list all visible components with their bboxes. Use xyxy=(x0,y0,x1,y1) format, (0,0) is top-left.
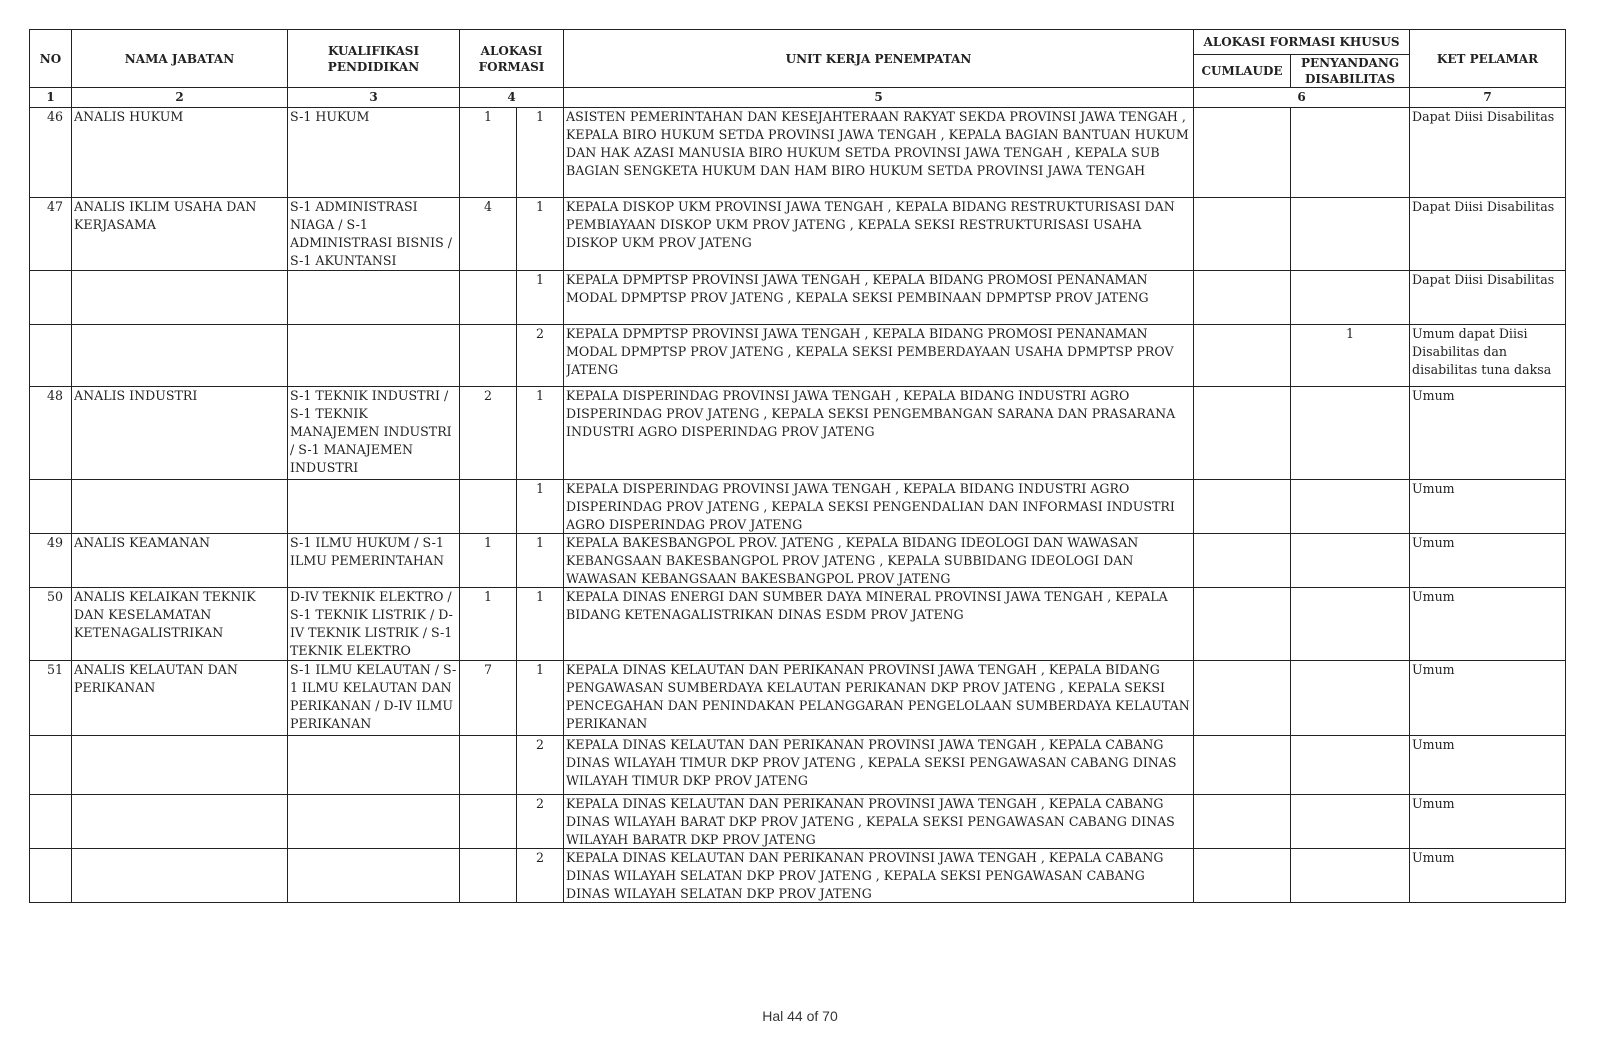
row-cumlaude xyxy=(1194,588,1291,661)
row-alokasi: 1 xyxy=(517,198,564,271)
row-total-alokasi xyxy=(460,480,517,534)
row-cumlaude xyxy=(1194,108,1291,198)
row-total-alokasi: 1 xyxy=(460,108,517,198)
row-kualifikasi xyxy=(288,480,460,534)
row-total-alokasi xyxy=(460,795,517,849)
row-no: 50 xyxy=(30,588,72,661)
row-cumlaude xyxy=(1194,736,1291,795)
row-ket: Umum xyxy=(1410,849,1566,903)
row-disabilitas xyxy=(1291,661,1410,736)
row-ket: Umum xyxy=(1410,795,1566,849)
row-disabilitas xyxy=(1291,849,1410,903)
row-unit-kerja: KEPALA DINAS KELAUTAN DAN PERIKANAN PROVINSI JAWA TENGAH , KEPALA CABANG DINAS WILAYAH TIMUR DKP PROV JATENG , KEPALA SEKSI PENGAWASAN CABANG DINAS WILAYAH TIMUR DKP PROV JATENG xyxy=(564,736,1194,795)
row-unit-kerja: KEPALA DINAS KELAUTAN DAN PERIKANAN PROVINSI JAWA TENGAH , KEPALA BIDANG PENGAWASAN SUMBERDAYA KELAUTAN PERIKANAN DKP PROV JATENG , KEPALA SEKSI PENCEGAHAN DAN PENINDAKAN PELANGGARAN PENGELOLAAN SUMBERDAYA KELAUTAN PERIKANAN xyxy=(564,661,1194,736)
row-ket: Dapat Diisi Disabilitas xyxy=(1410,271,1566,325)
row-disabilitas xyxy=(1291,795,1410,849)
row-cumlaude xyxy=(1194,480,1291,534)
row-no: 51 xyxy=(30,661,72,736)
header-kualifikasi: KUALIFIKASI PENDIDIKAN xyxy=(288,30,460,88)
table-row xyxy=(30,534,1566,588)
row-cumlaude xyxy=(1194,849,1291,903)
row-unit-kerja: KEPALA DINAS ENERGI DAN SUMBER DAYA MINERAL PROVINSI JAWA TENGAH , KEPALA BIDANG KETENAGALISTRIKAN DINAS ESDM PROV JATENG xyxy=(564,588,1194,661)
row-kualifikasi: S-1 HUKUM xyxy=(288,108,460,198)
row-disabilitas xyxy=(1291,534,1410,588)
row-alokasi: 2 xyxy=(517,736,564,795)
row-nama-jabatan xyxy=(72,795,288,849)
row-total-alokasi xyxy=(460,325,517,387)
row-ket: Dapat Diisi Disabilitas xyxy=(1410,198,1566,271)
col-number: 4 xyxy=(460,88,564,108)
row-no xyxy=(30,480,72,534)
row-cumlaude xyxy=(1194,387,1291,480)
row-total-alokasi: 4 xyxy=(460,198,517,271)
row-unit-kerja: KEPALA DINAS KELAUTAN DAN PERIKANAN PROVINSI JAWA TENGAH , KEPALA CABANG DINAS WILAYAH SELATAN DKP PROV JATENG , KEPALA SEKSI PENGAWASAN CABANG DINAS WILAYAH SELATAN DKP PROV JATENG xyxy=(564,849,1194,903)
row-ket: Umum xyxy=(1410,661,1566,736)
row-kualifikasi: S-1 TEKNIK INDUSTRI / S-1 TEKNIK MANAJEMEN INDUSTRI / S-1 MANAJEMEN INDUSTRI xyxy=(288,387,460,480)
row-cumlaude xyxy=(1194,795,1291,849)
row-unit-kerja: KEPALA DINAS KELAUTAN DAN PERIKANAN PROVINSI JAWA TENGAH , KEPALA CABANG DINAS WILAYAH BARAT DKP PROV JATENG , KEPALA SEKSI PENGAWASAN CABANG DINAS WILAYAH BARATR DKP PROV JATENG xyxy=(564,795,1194,849)
row-no: 47 xyxy=(30,198,72,271)
header-alokasi-khusus: ALOKASI FORMASI KHUSUS xyxy=(1194,30,1410,55)
row-total-alokasi: 1 xyxy=(460,534,517,588)
row-cumlaude xyxy=(1194,661,1291,736)
header-ket: KET PELAMAR xyxy=(1410,30,1566,88)
row-no xyxy=(30,736,72,795)
row-kualifikasi: D-IV TEKNIK ELEKTRO / S-1 TEKNIK LISTRIK / D-IV TEKNIK LISTRIK / S-1 TEKNIK ELEKTRO xyxy=(288,588,460,661)
col-number: 6 xyxy=(1194,88,1410,108)
row-disabilitas xyxy=(1291,108,1410,198)
row-disabilitas xyxy=(1291,271,1410,325)
row-no: 48 xyxy=(30,387,72,480)
row-kualifikasi: S-1 ILMU KELAUTAN / S-1 ILMU KELAUTAN DAN PERIKANAN / D-IV ILMU PERIKANAN xyxy=(288,661,460,736)
row-kualifikasi xyxy=(288,795,460,849)
row-unit-kerja: KEPALA DISPERINDAG PROVINSI JAWA TENGAH , KEPALA BIDANG INDUSTRI AGRO DISPERINDAG PROV JATENG , KEPALA SEKSI PENGENDALIAN DAN INFORMASI INDUSTRI AGRO DISPERINDAG PROV JATENG xyxy=(564,480,1194,534)
row-kualifikasi: S-1 ADMINISTRASI NIAGA / S-1 ADMINISTRASI BISNIS / S-1 AKUNTANSI xyxy=(288,198,460,271)
row-unit-kerja: ASISTEN PEMERINTAHAN DAN KESEJAHTERAAN RAKYAT SEKDA PROVINSI JAWA TENGAH , KEPALA BIRO HUKUM SETDA PROVINSI JAWA TENGAH , KEPALA BAGIAN BANTUAN HUKUM DAN HAK AZASI MANUSIA BIRO HUKUM SETDA PROVINSI JAWA TENGAH , KEPALA SUB BAGIAN SENGKETA HUKUM DAN HAM BIRO HUKUM SETDA PROVINSI JAWA TENGAH xyxy=(564,108,1194,198)
header-penyandang: PENYANDANG DISABILITAS xyxy=(1291,55,1410,88)
row-nama-jabatan xyxy=(72,271,288,325)
table-row xyxy=(30,325,1566,387)
row-total-alokasi: 1 xyxy=(460,588,517,661)
row-alokasi: 2 xyxy=(517,849,564,903)
row-alokasi: 1 xyxy=(517,534,564,588)
row-no xyxy=(30,325,72,387)
row-cumlaude xyxy=(1194,325,1291,387)
row-cumlaude xyxy=(1194,198,1291,271)
table-row xyxy=(30,795,1566,849)
row-nama-jabatan xyxy=(72,480,288,534)
row-nama-jabatan: ANALIS INDUSTRI xyxy=(72,387,288,480)
row-kualifikasi xyxy=(288,849,460,903)
row-cumlaude xyxy=(1194,271,1291,325)
col-number: 2 xyxy=(72,88,288,108)
col-number: 5 xyxy=(564,88,1194,108)
row-no: 46 xyxy=(30,108,72,198)
row-ket: Umum xyxy=(1410,534,1566,588)
row-total-alokasi xyxy=(460,736,517,795)
row-nama-jabatan xyxy=(72,325,288,387)
header-cumlaude: CUMLAUDE xyxy=(1194,55,1291,88)
row-kualifikasi: S-1 ILMU HUKUM / S-1 ILMU PEMERINTAHAN xyxy=(288,534,460,588)
row-nama-jabatan: ANALIS KEAMANAN xyxy=(72,534,288,588)
row-alokasi: 2 xyxy=(517,325,564,387)
row-disabilitas xyxy=(1291,198,1410,271)
row-alokasi: 1 xyxy=(517,387,564,480)
row-ket: Umum xyxy=(1410,588,1566,661)
table-row xyxy=(30,198,1566,271)
row-total-alokasi: 2 xyxy=(460,387,517,480)
table-row xyxy=(30,387,1566,480)
col-number: 1 xyxy=(30,88,72,108)
row-unit-kerja: KEPALA BAKESBANGPOL PROV. JATENG , KEPALA BIDANG IDEOLOGI DAN WAWASAN KEBANGSAAN BAKESBANGPOL PROV JATENG , KEPALA SUBBIDANG IDEOLOGI DAN WAWASAN KEBANGSAAN BAKESBANGPOL PROV JATENG xyxy=(564,534,1194,588)
row-unit-kerja: KEPALA DPMPTSP PROVINSI JAWA TENGAH , KEPALA BIDANG PROMOSI PENANAMAN MODAL DPMPTSP PROV JATENG , KEPALA SEKSI PEMBINAAN DPMPTSP PROV JATENG xyxy=(564,271,1194,325)
row-disabilitas xyxy=(1291,480,1410,534)
row-ket: Umum dapat Diisi Disabilitas dan disabilitas tuna daksa xyxy=(1410,325,1566,387)
col-number: 3 xyxy=(288,88,460,108)
row-alokasi: 1 xyxy=(517,588,564,661)
row-ket: Umum xyxy=(1410,387,1566,480)
col-number: 7 xyxy=(1410,88,1566,108)
row-alokasi: 2 xyxy=(517,795,564,849)
row-no xyxy=(30,271,72,325)
row-nama-jabatan xyxy=(72,849,288,903)
table-row xyxy=(30,661,1566,736)
row-nama-jabatan: ANALIS IKLIM USAHA DAN KERJASAMA xyxy=(72,198,288,271)
row-ket: Umum xyxy=(1410,736,1566,795)
row-alokasi: 1 xyxy=(517,271,564,325)
header-nama-jabatan: NAMA JABATAN xyxy=(72,30,288,88)
row-nama-jabatan: ANALIS KELAUTAN DAN PERIKANAN xyxy=(72,661,288,736)
row-alokasi: 1 xyxy=(517,108,564,198)
row-unit-kerja: KEPALA DISPERINDAG PROVINSI JAWA TENGAH , KEPALA BIDANG INDUSTRI AGRO DISPERINDAG PROV JATENG , KEPALA SEKSI PENGEMBANGAN SARANA DAN PRASARANA INDUSTRI AGRO DISPERINDAG PROV JATENG xyxy=(564,387,1194,480)
row-kualifikasi xyxy=(288,736,460,795)
row-disabilitas xyxy=(1291,588,1410,661)
table-row xyxy=(30,271,1566,325)
row-disabilitas xyxy=(1291,736,1410,795)
row-disabilitas xyxy=(1291,387,1410,480)
page-number: Hal 44 of 70 xyxy=(762,1008,838,1024)
table-row xyxy=(30,480,1566,534)
row-disabilitas: 1 xyxy=(1291,325,1410,387)
formasi-table xyxy=(29,29,1566,903)
row-total-alokasi: 7 xyxy=(460,661,517,736)
header-no: NO xyxy=(30,30,72,88)
row-no xyxy=(30,849,72,903)
row-kualifikasi xyxy=(288,271,460,325)
row-cumlaude xyxy=(1194,534,1291,588)
row-no: 49 xyxy=(30,534,72,588)
header-alokasi: ALOKASI FORMASI xyxy=(460,30,564,88)
table-row xyxy=(30,736,1566,795)
header-unit-kerja: UNIT KERJA PENEMPATAN xyxy=(564,30,1194,88)
table-row xyxy=(30,849,1566,903)
row-kualifikasi xyxy=(288,325,460,387)
row-total-alokasi xyxy=(460,271,517,325)
row-nama-jabatan xyxy=(72,736,288,795)
row-unit-kerja: KEPALA DISKOP UKM PROVINSI JAWA TENGAH , KEPALA BIDANG RESTRUKTURISASI DAN PEMBIAYAAN DISKOP UKM PROV JATENG , KEPALA SEKSI RESTRUKTURISASI USAHA DISKOP UKM PROV JATENG xyxy=(564,198,1194,271)
row-nama-jabatan: ANALIS KELAIKAN TEKNIK DAN KESELAMATAN KETENAGALISTRIKAN xyxy=(72,588,288,661)
row-total-alokasi xyxy=(460,849,517,903)
row-no xyxy=(30,795,72,849)
table-row xyxy=(30,588,1566,661)
row-ket: Umum xyxy=(1410,480,1566,534)
row-alokasi: 1 xyxy=(517,480,564,534)
row-unit-kerja: KEPALA DPMPTSP PROVINSI JAWA TENGAH , KEPALA BIDANG PROMOSI PENANAMAN MODAL DPMPTSP PROV JATENG , KEPALA SEKSI PEMBERDAYAAN USAHA DPMPTSP PROV JATENG xyxy=(564,325,1194,387)
table-row xyxy=(30,108,1566,198)
row-nama-jabatan: ANALIS HUKUM xyxy=(72,108,288,198)
row-alokasi: 1 xyxy=(517,661,564,736)
row-ket: Dapat Diisi Disabilitas xyxy=(1410,108,1566,198)
